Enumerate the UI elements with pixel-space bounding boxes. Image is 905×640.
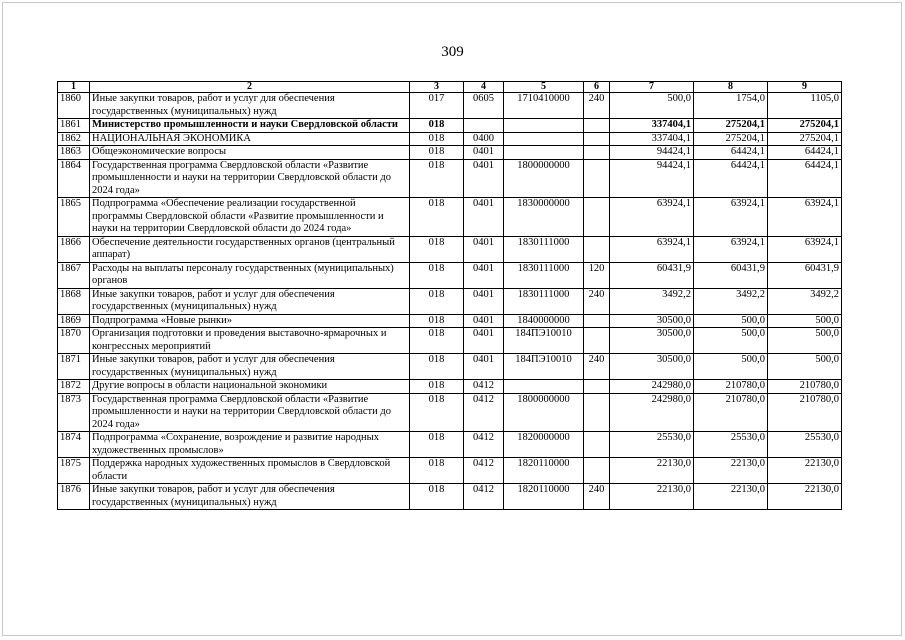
- row-target-code: 184ПЭ10010: [504, 354, 584, 380]
- row-amount-col7: 30500,0: [610, 328, 694, 354]
- row-admin-code: 018: [410, 288, 464, 314]
- row-amount-col7: 25530,0: [610, 432, 694, 458]
- row-amount-col9: 64424,1: [768, 146, 842, 160]
- budget-table: [57, 81, 842, 510]
- table-row: [58, 198, 842, 237]
- row-amount-col8: 22130,0: [694, 484, 768, 510]
- table-row: [58, 119, 842, 133]
- row-number: 1868: [58, 288, 90, 314]
- row-amount-col8: 60431,9: [694, 262, 768, 288]
- row-name: Государственная программа Свердловской области «Развитие промышленности и науки на территории Свердловской области до 2024 года»: [90, 159, 410, 198]
- row-number: 1862: [58, 132, 90, 146]
- row-admin-code: 018: [410, 484, 464, 510]
- row-amount-col9: 3492,2: [768, 288, 842, 314]
- row-amount-col9: 275204,1: [768, 132, 842, 146]
- row-section-code: 0401: [464, 146, 504, 160]
- row-expense-type: 240: [584, 93, 610, 119]
- row-amount-col9: 1105,0: [768, 93, 842, 119]
- row-admin-code: 018: [410, 236, 464, 262]
- row-expense-type: 240: [584, 484, 610, 510]
- row-amount-col7: 63924,1: [610, 236, 694, 262]
- row-amount-col8: 63924,1: [694, 236, 768, 262]
- row-name: НАЦИОНАЛЬНАЯ ЭКОНОМИКА: [90, 132, 410, 146]
- row-name: Расходы на выплаты персоналу государственных (муниципальных) органов: [90, 262, 410, 288]
- row-admin-code: 018: [410, 393, 464, 432]
- row-admin-code: 017: [410, 93, 464, 119]
- row-amount-col7: 3492,2: [610, 288, 694, 314]
- row-target-code: 184ПЭ10010: [504, 328, 584, 354]
- row-amount-col8: 64424,1: [694, 159, 768, 198]
- table-row: [58, 314, 842, 328]
- row-expense-type: [584, 119, 610, 133]
- row-amount-col7: 63924,1: [610, 198, 694, 237]
- row-amount-col8: 1754,0: [694, 93, 768, 119]
- row-amount-col8: 500,0: [694, 314, 768, 328]
- row-target-code: 1800000000: [504, 159, 584, 198]
- row-target-code: 1830111000: [504, 236, 584, 262]
- row-expense-type: [584, 458, 610, 484]
- row-target-code: 1820110000: [504, 484, 584, 510]
- row-expense-type: [584, 132, 610, 146]
- row-admin-code: 018: [410, 159, 464, 198]
- row-number: 1864: [58, 159, 90, 198]
- table-row: [58, 132, 842, 146]
- table-row: [58, 288, 842, 314]
- row-amount-col8: 63924,1: [694, 198, 768, 237]
- row-admin-code: 018: [410, 458, 464, 484]
- col-header-6: 6: [584, 82, 610, 93]
- row-amount-col9: 500,0: [768, 328, 842, 354]
- table-row: [58, 458, 842, 484]
- row-number: 1871: [58, 354, 90, 380]
- page-number: 309: [441, 44, 464, 60]
- row-name: Государственная программа Свердловской области «Развитие промышленности и науки на территории Свердловской области до 2024 года»: [90, 393, 410, 432]
- row-amount-col9: 210780,0: [768, 380, 842, 394]
- row-target-code: 1800000000: [504, 393, 584, 432]
- row-name: Подпрограмма «Обеспечение реализации государственной программы Свердловской области «Развитие промышленности и науки на территории Свердловской области до 2024 года»: [90, 198, 410, 237]
- row-amount-col7: 337404,1: [610, 132, 694, 146]
- row-amount-col7: 94424,1: [610, 159, 694, 198]
- row-amount-col8: 25530,0: [694, 432, 768, 458]
- row-number: 1861: [58, 119, 90, 133]
- col-header-9: 9: [768, 82, 842, 93]
- row-section-code: 0401: [464, 198, 504, 237]
- row-amount-col8: 275204,1: [694, 132, 768, 146]
- row-section-code: 0412: [464, 380, 504, 394]
- row-amount-col9: 63924,1: [768, 198, 842, 237]
- row-name: Поддержка народных художественных промыслов в Свердловской области: [90, 458, 410, 484]
- row-amount-col7: 60431,9: [610, 262, 694, 288]
- row-target-code: 1840000000: [504, 314, 584, 328]
- row-expense-type: [584, 236, 610, 262]
- row-amount-col8: 275204,1: [694, 119, 768, 133]
- row-section-code: [464, 119, 504, 133]
- row-number: 1869: [58, 314, 90, 328]
- row-section-code: 0401: [464, 314, 504, 328]
- col-header-8: 8: [694, 82, 768, 93]
- row-number: 1870: [58, 328, 90, 354]
- col-header-4: 4: [464, 82, 504, 93]
- row-name: Подпрограмма «Сохранение, возрождение и развитие народных художественных промыслов»: [90, 432, 410, 458]
- row-amount-col7: 22130,0: [610, 484, 694, 510]
- row-amount-col7: 500,0: [610, 93, 694, 119]
- row-section-code: 0605: [464, 93, 504, 119]
- table-row: [58, 236, 842, 262]
- row-name: Иные закупки товаров, работ и услуг для обеспечения государственных (муниципальных) нужд: [90, 93, 410, 119]
- header-row: [58, 82, 842, 93]
- row-admin-code: 018: [410, 146, 464, 160]
- row-name: Иные закупки товаров, работ и услуг для обеспечения государственных (муниципальных) нужд: [90, 354, 410, 380]
- row-expense-type: [584, 146, 610, 160]
- table-row: [58, 159, 842, 198]
- row-expense-type: [584, 380, 610, 394]
- row-section-code: 0401: [464, 354, 504, 380]
- row-number: 1873: [58, 393, 90, 432]
- row-admin-code: 018: [410, 328, 464, 354]
- row-amount-col8: 64424,1: [694, 146, 768, 160]
- row-name: Министерство промышленности и науки Свердловской области: [90, 119, 410, 133]
- col-header-7: 7: [610, 82, 694, 93]
- row-section-code: 0412: [464, 393, 504, 432]
- row-target-code: 1830111000: [504, 262, 584, 288]
- row-expense-type: 240: [584, 288, 610, 314]
- row-amount-col9: 22130,0: [768, 458, 842, 484]
- row-name: Подпрограмма «Новые рынки»: [90, 314, 410, 328]
- row-amount-col8: 500,0: [694, 354, 768, 380]
- row-target-code: [504, 380, 584, 394]
- row-amount-col9: 500,0: [768, 314, 842, 328]
- row-admin-code: 018: [410, 380, 464, 394]
- row-amount-col7: 22130,0: [610, 458, 694, 484]
- row-target-code: 1830111000: [504, 288, 584, 314]
- table-row: [58, 432, 842, 458]
- col-header-1: 1: [58, 82, 90, 93]
- row-expense-type: 120: [584, 262, 610, 288]
- row-admin-code: 018: [410, 432, 464, 458]
- row-number: 1867: [58, 262, 90, 288]
- row-number: 1863: [58, 146, 90, 160]
- table-row: [58, 262, 842, 288]
- row-name: Иные закупки товаров, работ и услуг для обеспечения государственных (муниципальных) нужд: [90, 484, 410, 510]
- row-expense-type: [584, 328, 610, 354]
- row-amount-col7: 30500,0: [610, 314, 694, 328]
- row-amount-col9: 210780,0: [768, 393, 842, 432]
- row-expense-type: [584, 432, 610, 458]
- row-amount-col8: 210780,0: [694, 380, 768, 394]
- row-amount-col9: 22130,0: [768, 484, 842, 510]
- row-amount-col8: 500,0: [694, 328, 768, 354]
- row-amount-col7: 242980,0: [610, 393, 694, 432]
- row-target-code: [504, 146, 584, 160]
- row-number: 1876: [58, 484, 90, 510]
- row-number: 1874: [58, 432, 90, 458]
- row-name: Организация подготовки и проведения выставочно-ярмарочных и конгрессных мероприятий: [90, 328, 410, 354]
- row-amount-col8: 3492,2: [694, 288, 768, 314]
- row-number: 1875: [58, 458, 90, 484]
- row-target-code: 1820110000: [504, 458, 584, 484]
- row-number: 1865: [58, 198, 90, 237]
- row-amount-col7: 94424,1: [610, 146, 694, 160]
- row-section-code: 0412: [464, 432, 504, 458]
- row-name: Общеэкономические вопросы: [90, 146, 410, 160]
- row-name: Обеспечение деятельности государственных органов (центральный аппарат): [90, 236, 410, 262]
- col-header-2: 2: [90, 82, 410, 93]
- row-expense-type: [584, 314, 610, 328]
- row-section-code: 0400: [464, 132, 504, 146]
- row-section-code: 0401: [464, 236, 504, 262]
- table-row: [58, 93, 842, 119]
- row-admin-code: 018: [410, 314, 464, 328]
- row-section-code: 0401: [464, 288, 504, 314]
- row-amount-col9: 60431,9: [768, 262, 842, 288]
- table-row: [58, 328, 842, 354]
- row-section-code: 0401: [464, 262, 504, 288]
- row-number: 1872: [58, 380, 90, 394]
- col-header-3: 3: [410, 82, 464, 93]
- row-amount-col9: 25530,0: [768, 432, 842, 458]
- row-admin-code: 018: [410, 262, 464, 288]
- row-admin-code: 018: [410, 132, 464, 146]
- row-section-code: 0401: [464, 328, 504, 354]
- row-admin-code: 018: [410, 354, 464, 380]
- row-admin-code: 018: [410, 198, 464, 237]
- row-amount-col8: 22130,0: [694, 458, 768, 484]
- row-target-code: 1710410000: [504, 93, 584, 119]
- row-amount-col7: 242980,0: [610, 380, 694, 394]
- row-amount-col9: 63924,1: [768, 236, 842, 262]
- table-row: [58, 354, 842, 380]
- row-target-code: 1820000000: [504, 432, 584, 458]
- row-target-code: [504, 132, 584, 146]
- row-expense-type: [584, 393, 610, 432]
- row-number: 1866: [58, 236, 90, 262]
- row-section-code: 0412: [464, 458, 504, 484]
- row-amount-col9: 64424,1: [768, 159, 842, 198]
- row-expense-type: [584, 198, 610, 237]
- row-admin-code: 018: [410, 119, 464, 133]
- row-target-code: [504, 119, 584, 133]
- table-row: [58, 146, 842, 160]
- table-row: [58, 484, 842, 510]
- table-row: [58, 380, 842, 394]
- row-number: 1860: [58, 93, 90, 119]
- col-header-5: 5: [504, 82, 584, 93]
- row-target-code: 1830000000: [504, 198, 584, 237]
- row-expense-type: [584, 159, 610, 198]
- row-amount-col7: 30500,0: [610, 354, 694, 380]
- table-body: [58, 93, 842, 510]
- row-amount-col7: 337404,1: [610, 119, 694, 133]
- table-row: [58, 393, 842, 432]
- row-name: Другие вопросы в области национальной экономики: [90, 380, 410, 394]
- row-section-code: 0401: [464, 159, 504, 198]
- row-amount-col9: 275204,1: [768, 119, 842, 133]
- row-expense-type: 240: [584, 354, 610, 380]
- row-name: Иные закупки товаров, работ и услуг для обеспечения государственных (муниципальных) нужд: [90, 288, 410, 314]
- row-section-code: 0412: [464, 484, 504, 510]
- row-amount-col8: 210780,0: [694, 393, 768, 432]
- row-amount-col9: 500,0: [768, 354, 842, 380]
